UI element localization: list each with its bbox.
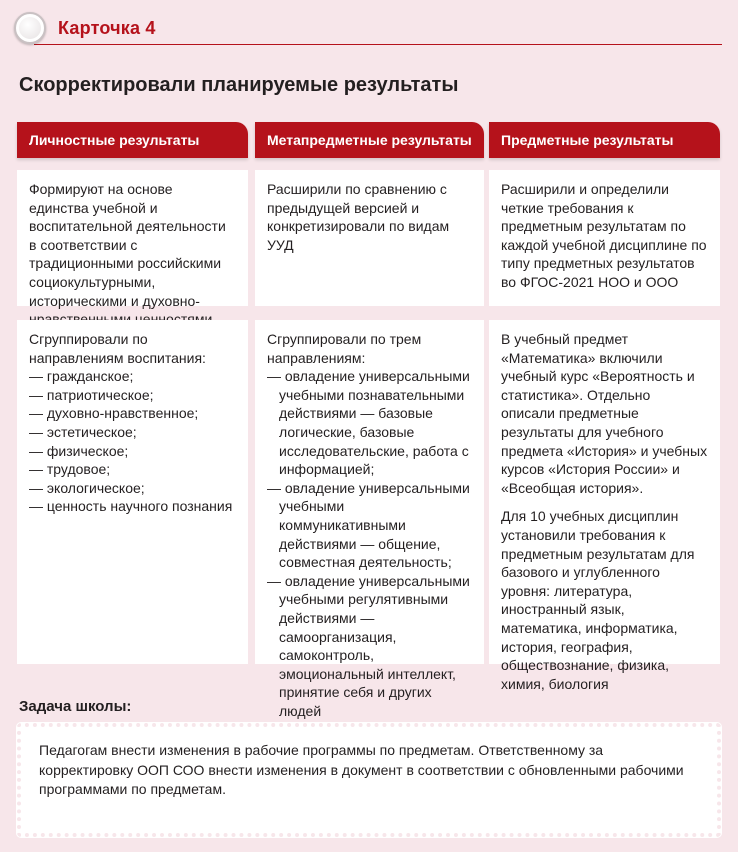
page-title: Скорректировали планируемые результаты bbox=[19, 74, 459, 96]
list-item: — духовно-нравственное; bbox=[29, 405, 199, 422]
list-item: — овладение универсальными учебными познавательными действиями — базовые логические, базовые исследовательские, работа с информацией; bbox=[267, 368, 470, 478]
task-text: Педагогам внести изменения в рабочие программы по предметам. Ответственному за корректировку ООП СОО внести изменения в документ в соответствии с обновленными рабочими программами по предметам. bbox=[39, 742, 684, 797]
personal-row1-text: Формируют на основе единства учебной и воспитательной деятельности в соответствии с традиционными российскими социокультурными, историческими и духовно- bbox=[29, 181, 226, 309]
list-item: — патриотическое; bbox=[29, 386, 154, 403]
personal-row2-cell bbox=[17, 320, 248, 664]
subject-row1-cell bbox=[489, 170, 720, 306]
header-divider bbox=[34, 44, 722, 45]
card-circle-icon bbox=[14, 12, 46, 44]
list-item: — эстетическое; bbox=[29, 423, 137, 440]
list-item: — ценность научного познания bbox=[29, 498, 233, 515]
list-item: — трудовое; bbox=[29, 461, 111, 478]
list-item: — экологическое; bbox=[29, 479, 145, 496]
metasubject-row2-intro: Сгруппировали по трем направлениям: bbox=[267, 331, 422, 366]
list-item: — овладение универсальными учебными коммуникативными действиями — общение, совместная деятельность; bbox=[267, 479, 470, 571]
subject-row1-text: Расширили и определили четкие требования к предметным результатам по каждой учебной дисциплине по типу предметных результатов во ФГОС-2021 НОО и ООО bbox=[501, 181, 707, 290]
personal-row1-cell bbox=[17, 170, 248, 309]
column-heading-subject: Предметные результаты bbox=[489, 122, 720, 158]
metasubject-row1-text: Расширили по сравнению с предыдущей версией и конкретизировали по видам УУД bbox=[267, 181, 450, 253]
column-heading-metasubject: Метапредметные результаты bbox=[255, 122, 484, 158]
card-label-text: Карточка 4 bbox=[58, 17, 156, 38]
metasubject-row1-cell bbox=[255, 170, 484, 306]
list-item: — гражданское; bbox=[29, 368, 134, 385]
column-heading-personal: Личностные результаты bbox=[17, 122, 248, 158]
list-item: — физическое; bbox=[29, 442, 129, 459]
task-title: Задача школы: bbox=[19, 698, 132, 715]
subject-row2-cell bbox=[489, 320, 720, 692]
subject-row2-paragraph-2: Для 10 учебных дисциплин установили требования к предметным результатам для базового и углубленного уровня: литература, иностранный язык, математика, информатика, история, география, обществознание, физика, химия, биология bbox=[501, 508, 695, 692]
list-item: — овладение универсальными учебными регулятивными действиями — самоорганизация, самоконтроль, эмоциональный интеллект, принятие себя и других людей bbox=[267, 572, 470, 719]
metasubject-row2-cell bbox=[255, 320, 484, 719]
subject-row2-paragraph-1: В учебный предмет «Математика» включили учебный курс «Вероятность и статистика». Отдельно описали предметные результаты для учебного предмета «История» и учебных курсов «История России» и «Всеобщая история». bbox=[501, 331, 708, 496]
card-label bbox=[14, 12, 156, 44]
task-box bbox=[17, 723, 721, 837]
personal-row2-intro: Сгруппировали по направлениям воспитания: bbox=[29, 331, 206, 366]
